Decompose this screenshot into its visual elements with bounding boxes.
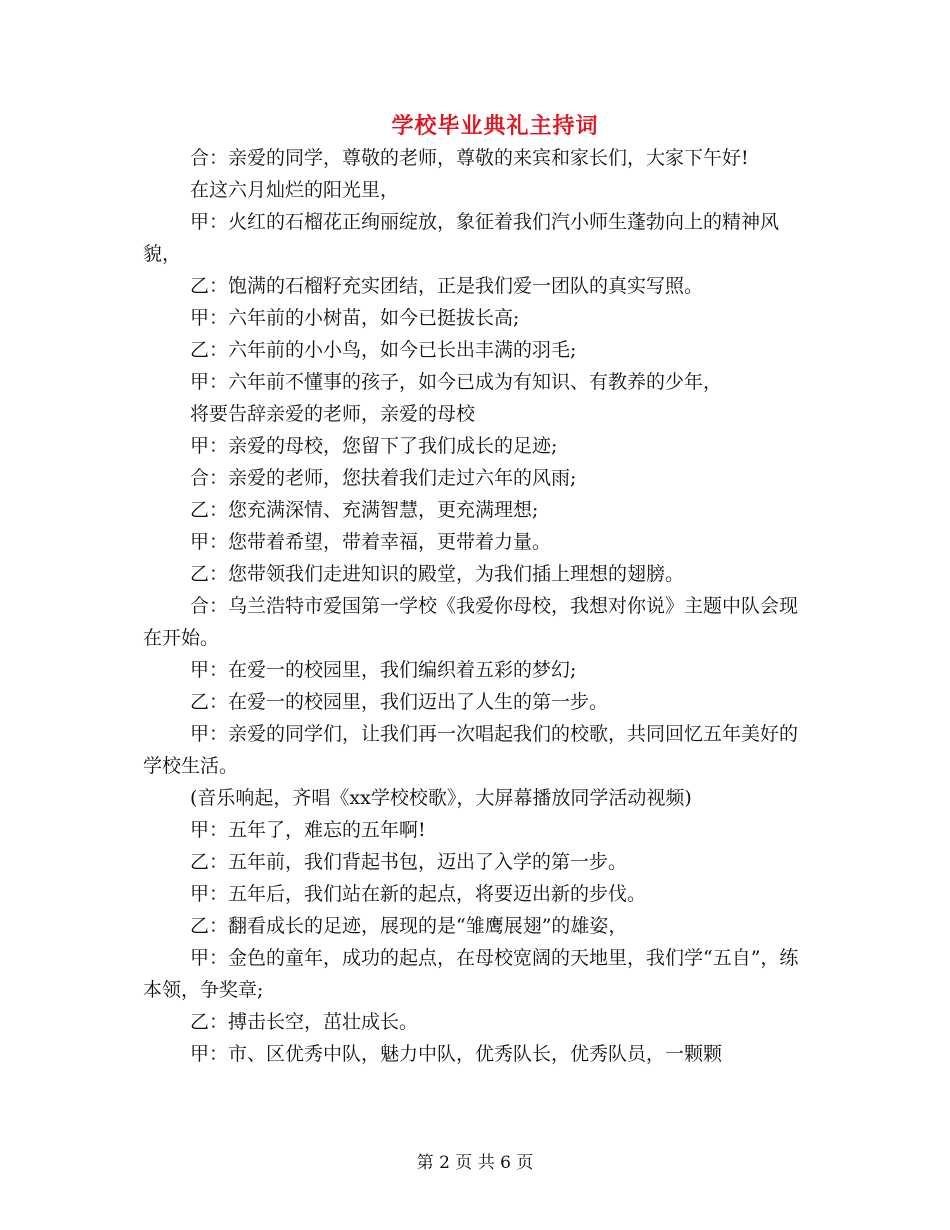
paragraph: 甲：亲爱的母校，您留下了我们成长的足迹; bbox=[190, 435, 558, 457]
paragraph: 乙：您充满深情、充满智慧，更充满理想; bbox=[190, 499, 539, 521]
paragraph: (音乐响起，齐唱《xx学校校歌》，大屏幕播放同学活动视频) bbox=[190, 787, 692, 809]
paragraph: 乙：五年前，我们背起书包，迈出了入学的第一步。 bbox=[190, 851, 628, 873]
page-footer: 第 2 页 共 6 页 bbox=[416, 1153, 534, 1173]
paragraph: 乙：您带领我们走进知识的殿堂，为我们插上理想的翅膀。 bbox=[190, 563, 685, 585]
document-title: 学校毕业典礼主持词 bbox=[391, 113, 599, 139]
paragraph: 甲：火红的石榴花正绚丽绽放，象征着我们汽小师生蓬勃向上的精神风貌， bbox=[143, 211, 780, 265]
paragraph: 合：亲爱的老师，您扶着我们走过六年的风雨; bbox=[190, 467, 577, 489]
paragraph: 甲：五年了，难忘的五年啊! bbox=[190, 819, 426, 841]
paragraph: 合：乌兰浩特市爱国第一学校《我爱你母校，我想对你说》主题中队会现在开始。 bbox=[143, 595, 799, 649]
paragraph: 乙：饱满的石榴籽充实团结，正是我们爱一团队的真实写照。 bbox=[190, 275, 704, 297]
paragraph: 乙：在爱一的校园里，我们迈出了人生的第一步。 bbox=[190, 691, 609, 713]
paragraph: 合：亲爱的同学，尊敬的老师，尊敬的来宾和家长们，大家下午好! bbox=[190, 147, 749, 169]
paragraph: 甲：亲爱的同学们，让我们再一次唱起我们的校歌，共同回忆五年美好的学校生活。 bbox=[143, 723, 799, 777]
paragraph: 甲：金色的童年，成功的起点，在母校宽阔的天地里，我们学“五自”，练本领，争奖章; bbox=[143, 947, 799, 1001]
paragraph: 在这六月灿烂的阳光里， bbox=[190, 179, 400, 201]
paragraph: 乙：搏击长空，茁壮成长。 bbox=[190, 1011, 419, 1033]
paragraph: 乙：翻看成长的足迹，展现的是“雏鹰展翅”的雄姿， bbox=[190, 915, 628, 937]
paragraph: 甲：市、区优秀中队，魅力中队，优秀队长，优秀队员，一颗颗 bbox=[190, 1043, 723, 1065]
paragraph: 甲：您带着希望，带着幸福，更带着力量。 bbox=[190, 531, 552, 553]
paragraph: 乙：六年前的小小鸟，如今已长出丰满的羽毛; bbox=[190, 339, 577, 361]
paragraph: 甲：六年前不懂事的孩子，如今已成为有知识、有教养的少年， bbox=[190, 371, 723, 393]
paragraph: 甲：六年前的小树苗，如今已挺拔长高; bbox=[190, 307, 520, 329]
paragraph: 将要告辞亲爱的老师，亲爱的母校 bbox=[190, 403, 476, 425]
paragraph: 甲：五年后，我们站在新的起点，将要迈出新的步伐。 bbox=[190, 883, 647, 905]
paragraph: 甲：在爱一的校园里，我们编织着五彩的梦幻; bbox=[190, 659, 577, 681]
document-body bbox=[143, 142, 803, 1070]
